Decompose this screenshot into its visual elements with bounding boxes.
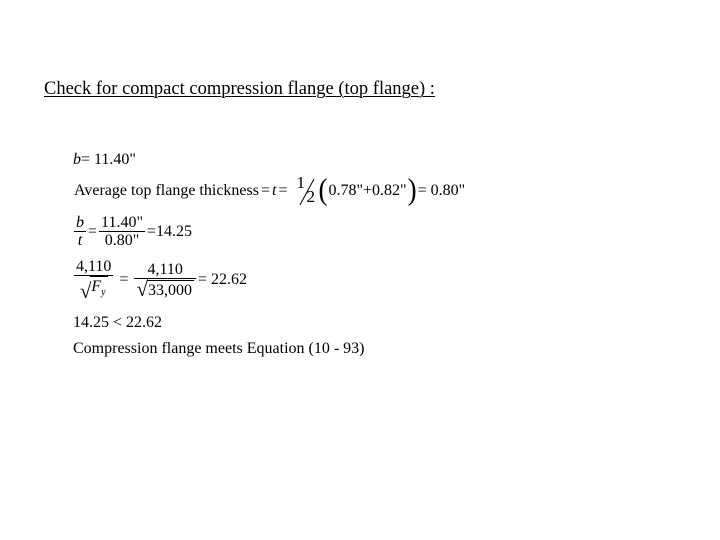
thickness-label: Average top flange thickness (74, 182, 259, 199)
equation-b (73, 152, 136, 168)
thickness-result: = 0.80" (417, 182, 466, 199)
limit-values-numerator: 4,110 (134, 261, 196, 279)
subscript-y: y (101, 287, 106, 298)
radical-sign: √ (79, 279, 92, 303)
right-paren: ) (407, 171, 417, 207)
comparison-line: 14.25 < 22.62 (73, 314, 163, 331)
radicand-33000: 33,000 (147, 281, 192, 299)
equation-ratio (73, 214, 193, 249)
equation-limit (73, 258, 248, 302)
ratio-numerator: b (76, 214, 84, 231)
var-b: b (73, 151, 81, 168)
conclusion-line: Compression flange meets Equation (10 - 93) (73, 340, 365, 357)
limit-values-denominator (134, 276, 196, 301)
limit-denominator (74, 276, 113, 302)
radicand-fy (90, 276, 107, 301)
var-f: F (91, 278, 102, 295)
fraction-limit-formula (74, 258, 113, 302)
half-fraction (292, 174, 318, 208)
radical-sign: √ (136, 276, 148, 301)
thickness-equals-2: = (278, 182, 288, 199)
ratio-denominator: t (77, 232, 83, 249)
ratio-result: =14.25 (146, 222, 192, 240)
thickness-expression: 0.78"+0.82" (328, 182, 407, 199)
values-denominator: 0.80" (104, 232, 140, 249)
half-numerator: 1 (296, 173, 305, 192)
limit-equals: = (119, 271, 129, 288)
sqrt-33000 (136, 276, 194, 301)
slide-heading: Check for compact compression flange (top flange) : (44, 79, 435, 99)
thickness-equals-1: = (260, 182, 270, 199)
half-denominator: 2 (306, 187, 315, 206)
fraction-values (99, 214, 145, 249)
fraction-b-over-t (74, 214, 86, 249)
fraction-limit-values (134, 261, 196, 300)
limit-numerator: 4,110 (76, 258, 112, 275)
left-paren: ( (318, 171, 328, 207)
var-t: t (272, 182, 277, 199)
values-numerator: 11.40" (101, 214, 143, 231)
sqrt-fy (80, 276, 108, 302)
limit-result: = 22.62 (197, 271, 247, 288)
ratio-equals: = (88, 222, 98, 240)
equation-thickness (73, 171, 466, 208)
b-value: = 11.40" (81, 151, 136, 168)
